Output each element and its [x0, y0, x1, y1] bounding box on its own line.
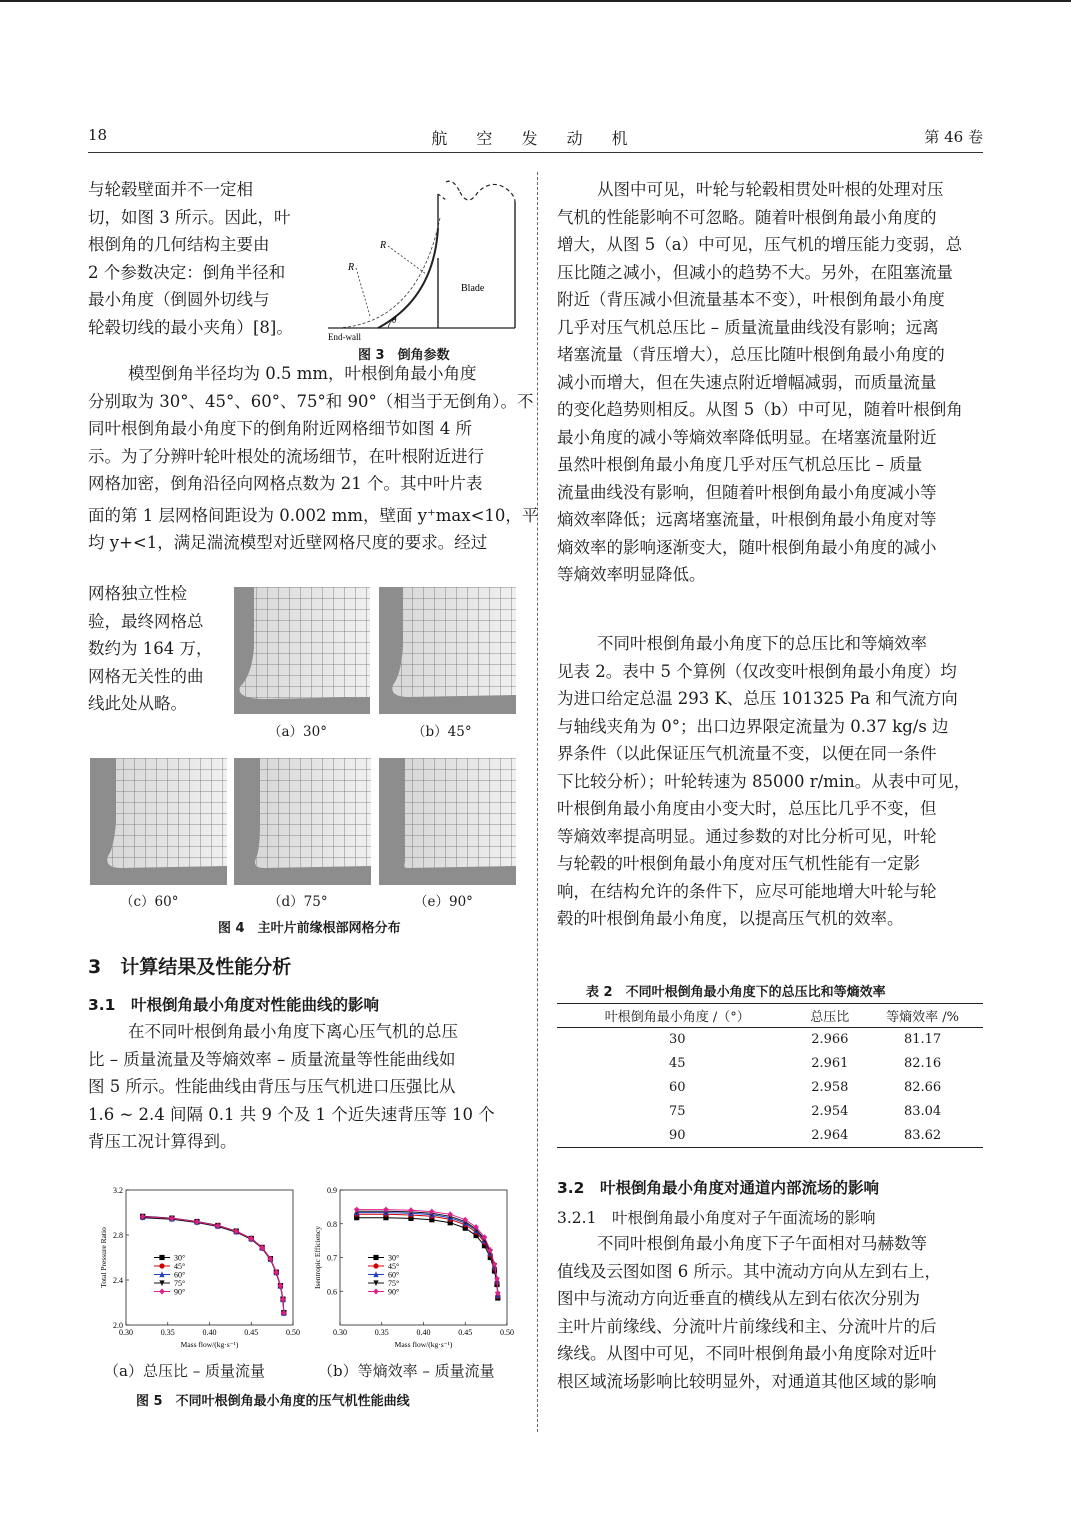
section-3-2-heading: 3.2 叶根倒角最小角度对通道内部流场的影响	[557, 1179, 879, 1197]
text-line: 与轮毂的叶根倒角最小角度对压气机性能有一定影	[557, 854, 920, 873]
text-line: 最小角度（倒圆外切线与	[88, 290, 270, 309]
radius-label: R	[348, 262, 355, 273]
running-header	[88, 126, 983, 150]
text-line: 网格加密，倒角沿径向网格点数为 21 个。其中叶片表	[88, 474, 483, 493]
efficiency-chart	[300, 1180, 518, 1358]
x-tick-label: 0.50	[286, 1328, 300, 1337]
text-line: 界条件（以此保证压气机流量不变，以便在同一条件	[557, 744, 937, 763]
text-line: 毂的叶根倒角最小角度，以提高压气机的效率。	[557, 909, 904, 928]
journal-title: 航 空 发 动 机	[431, 129, 640, 148]
table-cell: 83.62	[862, 1124, 983, 1148]
text-line: 响，在结构允许的条件下，应尽可能地增大叶轮与轮	[557, 881, 937, 901]
text-line: 轮毂切线的最小夹角）[8]。	[88, 317, 293, 337]
table-cell: 2.954	[811, 1104, 849, 1119]
legend-label: 90°	[174, 1287, 186, 1297]
mesh-paragraph-cont	[88, 580, 212, 718]
header-rule	[88, 152, 983, 153]
legend-label: 75°	[174, 1279, 186, 1288]
text-line: 增大，从图 5（a）中可见，压气机的增压能力变弱，总	[557, 235, 963, 254]
table-cell: 82.66	[903, 1080, 942, 1095]
text-line: 熵效率的影响逐渐变大，随叶根倒角最小角度的减小	[557, 537, 937, 557]
text-line: 图 5 所示。性能曲线由背压与压气机进口压强比从	[88, 1077, 456, 1096]
text-line: 附近（背压减小但流量基本不变），叶根倒角最小角度	[557, 290, 945, 309]
table-cell: 83.04	[903, 1104, 942, 1119]
text-line: 1.6 ~ 2.4 间隔 0.1 共 9 个及 1 个近失速背压等 10 个	[88, 1104, 495, 1124]
text-line: 面的第 1 层网格间距设为 0.002 mm，壁面 y⁺max<10，平	[88, 505, 539, 525]
blade-label: Blade	[461, 283, 485, 294]
mesh-image-75	[234, 758, 371, 885]
text-line: 不同叶根倒角最小角度下的总压比和等熵效率	[597, 634, 927, 653]
text-line: 与轴线夹角为 0°；出口边界限定流量为 0.37 kg/s 边	[557, 716, 949, 736]
data-point	[373, 1263, 378, 1268]
mesh-paragraph	[88, 360, 538, 557]
y-tick-label: 0.7	[327, 1253, 337, 1263]
y-tick-label: 0.6	[327, 1287, 337, 1297]
fig4-sub-b: （b）45°	[412, 724, 472, 740]
legend-label: 90°	[388, 1287, 400, 1297]
fig5-sub-a: （a）总压比 – 质量流量	[104, 1362, 265, 1380]
y-tick-label: 0.9	[327, 1186, 337, 1195]
section-3-2-1-heading: 3.2.1 叶根倒角最小角度对子午面流场的影响	[557, 1209, 876, 1227]
x-tick-label: 0.50	[500, 1328, 514, 1337]
x-tick-label: 0.30	[333, 1328, 347, 1337]
text-line: 等熵效率明显降低。	[557, 565, 706, 584]
col-header-efficiency: 等熵效率 /%	[862, 1004, 983, 1028]
text-line: 减小而增大，但在失速点附近增幅减弱，而质量流量	[557, 372, 937, 392]
y-tick-label: 0.8	[327, 1219, 337, 1229]
text-line: 线此处从略。	[88, 694, 187, 713]
y-tick-label: 3.2	[113, 1186, 123, 1195]
y-tick-label: 2.4	[113, 1276, 123, 1285]
table2-caption: 表 2 不同叶根倒角最小角度下的总压比和等熵效率	[586, 985, 886, 1000]
text-line: 熵效率降低；远离堵塞流量，叶根倒角最小角度对等	[557, 510, 937, 529]
radius-label: R	[380, 240, 387, 251]
table-row	[557, 1124, 983, 1148]
text-line: 压比随之减小，但减小的趋势不大。另外，在阻塞流量	[557, 262, 953, 282]
table-row	[557, 1052, 983, 1076]
table-cell: 75	[668, 1104, 686, 1119]
legend-label: 60°	[174, 1270, 186, 1280]
table-cell: 82.16	[903, 1056, 942, 1071]
fig5-sub-b: （b）等熵效率 – 质量流量	[318, 1362, 495, 1380]
x-axis-label: Mass flow/(kg·s⁻¹)	[180, 1340, 239, 1349]
mesh-image-45	[379, 587, 516, 714]
fig4-sub-c: （c）60°	[120, 894, 179, 910]
text-line: 数约为 164 万，	[88, 639, 213, 658]
fig4-sub-d: （d）75°	[268, 894, 328, 910]
col-header-angle: 叶根倒角最小角度 /（°）	[557, 1004, 797, 1028]
table-cell: 30	[668, 1032, 686, 1048]
y-tick-label: 2.8	[113, 1231, 123, 1240]
table-row	[557, 1100, 983, 1124]
text-line: 叶根倒角最小角度由小变大时，总压比几乎不变，但	[557, 799, 937, 818]
text-line: 最小角度的减小等熵效率降低明显。在堵塞流量附近	[557, 427, 937, 447]
fig4-sub-e: （e）90°	[414, 894, 473, 910]
legend-label: 45°	[174, 1262, 186, 1271]
text-line: 为进口给定总温 293 K、总压 101325 Pa 和气流方向	[557, 689, 958, 708]
endwall-label: End-wall	[328, 332, 361, 342]
legend-label: 30°	[174, 1253, 186, 1263]
mesh-image-90	[379, 758, 516, 885]
text-line: 均 y+<1，满足湍流模型对近壁网格尺度的要求。经过	[88, 533, 488, 552]
text-line: 堵塞流量（背压增大），总压比随叶根倒角最小角度的	[557, 345, 945, 364]
results-table	[557, 1003, 983, 1148]
text-line: 值线及云图如图 6 所示。其中流动方向从左到右上，	[557, 1261, 941, 1281]
table-header-row	[557, 1004, 983, 1028]
text-line: 虽然叶根倒角最小角度几乎对压气机总压比 – 质量	[557, 455, 923, 474]
table-cell: 2.964	[797, 1124, 862, 1148]
right-paragraph-2	[557, 630, 970, 933]
pressure-ratio-chart	[88, 1180, 303, 1358]
top-border	[0, 0, 1071, 2]
text-line: 示。为了分辨叶轮叶根处的流场细节，在叶根附近进行	[88, 446, 484, 466]
text-line: 模型倒角半径均为 0.5 mm，叶根倒角最小角度	[128, 364, 477, 383]
fig5-caption: 图 5 不同叶根倒角最小角度的压气机性能曲线	[136, 1394, 410, 1409]
table-cell: 2.966	[811, 1032, 849, 1048]
y-axis-label: Total Pressure Ratio	[99, 1227, 108, 1288]
legend-label: 75°	[388, 1279, 400, 1288]
text-line: 分别取为 30°、45°、60°、75°和 90°（相当于无倒角）。不	[88, 391, 534, 411]
right-paragraph-1	[557, 176, 963, 589]
y-axis-label: Isentropic Efficiency	[313, 1226, 322, 1289]
text-line: 见表 2。表中 5 个算例（仅改变叶根倒角最小角度）均	[557, 661, 957, 681]
text-line: 缘线。从图中可见，不同叶根倒角最小角度除对近叶	[557, 1344, 937, 1363]
text-line: 网格独立性检	[88, 584, 187, 603]
table-cell: 60	[668, 1080, 686, 1095]
section-3-heading: 3 计算结果及性能分析	[88, 956, 292, 978]
section-3-1-heading: 3.1 叶根倒角最小角度对性能曲线的影响	[88, 996, 379, 1014]
right-paragraph-3	[557, 1230, 941, 1395]
text-line: 气机的性能影响不可忽略。随着叶根倒角最小角度的	[557, 207, 937, 227]
data-point	[373, 1255, 378, 1260]
text-line: 在不同叶根倒角最小角度下离心压气机的总压	[128, 1022, 458, 1041]
text-line: 不同叶根倒角最小角度下子午面相对马赫数等	[597, 1234, 927, 1253]
mesh-image-60	[90, 758, 227, 885]
page-number: 18	[88, 126, 108, 144]
table-cell: 81.17	[903, 1032, 942, 1048]
text-line: 下比较分析）；叶轮转速为 85000 r/min。从表中可见，	[557, 771, 971, 791]
x-tick-label: 0.35	[160, 1328, 175, 1337]
text-line: 的变化趋势则相反。从图 5（b）中可见，随着叶根倒角	[557, 400, 963, 419]
text-line: 图中与流动方向近垂直的横线从左到右依次分别为	[557, 1289, 920, 1308]
text-line: 从图中可见，叶轮与轮毂相贯处叶根的处理对压	[597, 180, 944, 199]
volume-label: 第 46 卷	[924, 128, 983, 146]
text-line: 网格无关性的曲	[88, 666, 204, 686]
text-line: 根倒角的几何结构主要由	[88, 235, 270, 254]
curves-paragraph	[88, 1018, 495, 1156]
data-point	[159, 1288, 164, 1294]
x-tick-label: 0.45	[244, 1328, 259, 1337]
text-line: 等熵效率提高明显。通过参数的对比分析可见，叶轮	[557, 826, 937, 846]
x-tick-label: 0.45	[458, 1328, 473, 1337]
x-tick-label: 0.35	[374, 1328, 389, 1337]
text-line: 流量曲线没有影响，但随着叶根倒角最小角度减小等	[557, 482, 937, 502]
data-point	[159, 1263, 164, 1268]
x-axis-label: Mass flow/(kg·s⁻¹)	[394, 1340, 453, 1349]
data-point	[159, 1255, 164, 1260]
data-point	[463, 1217, 468, 1223]
text-line: 根区域流场影响比较明显外，对通道其他区域的影响	[557, 1371, 937, 1391]
legend-label: 45°	[388, 1262, 400, 1271]
text-line: 切，如图 3 所示。因此，叶	[88, 207, 291, 227]
table-row	[557, 1028, 983, 1052]
text-line: 几乎对压气机总压比 – 质量流量曲线没有影响；远离	[557, 317, 939, 337]
x-tick-label: 0.40	[416, 1328, 431, 1337]
text-line: 同叶根倒角最小角度下的倒角附近网格细节如图 4 所	[88, 419, 472, 438]
intro-paragraph	[88, 176, 293, 341]
table-cell: 2.958	[811, 1080, 849, 1095]
legend-label: 30°	[388, 1253, 400, 1263]
fig3-caption: 图 3 倒角参数	[358, 348, 450, 363]
table-cell: 2.961	[811, 1056, 849, 1071]
legend-label: 60°	[388, 1270, 400, 1280]
text-line: 与轮毂壁面并不一定相	[88, 180, 253, 199]
y-tick-label: 2.0	[113, 1321, 123, 1330]
x-tick-label: 0.40	[202, 1328, 217, 1337]
text-line: 比 – 质量流量及等熵效率 – 质量流量等性能曲线如	[88, 1049, 456, 1069]
x-tick-label: 0.30	[119, 1328, 133, 1337]
theta-label: θ	[392, 315, 397, 325]
fig4-caption: 图 4 主叶片前缘根部网格分布	[218, 921, 401, 936]
text-line: 2 个参数决定：倒角半径和	[88, 262, 286, 282]
data-point	[373, 1288, 378, 1294]
table-cell: 90	[557, 1124, 797, 1148]
plot-frame	[340, 1190, 507, 1325]
text-line: 验，最终网格总	[88, 611, 204, 631]
mesh-image-30	[234, 587, 370, 714]
fig4-sub-a: （a）30°	[268, 724, 327, 740]
table-row	[557, 1076, 983, 1100]
text-line: 主叶片前缘线、分流叶片前缘线和主、分流叶片的后	[557, 1316, 937, 1336]
table-cell: 45	[668, 1056, 686, 1071]
col-header-ratio: 总压比	[797, 1004, 862, 1028]
fillet-diagram	[318, 178, 523, 348]
text-line: 背压工况计算得到。	[88, 1132, 237, 1151]
